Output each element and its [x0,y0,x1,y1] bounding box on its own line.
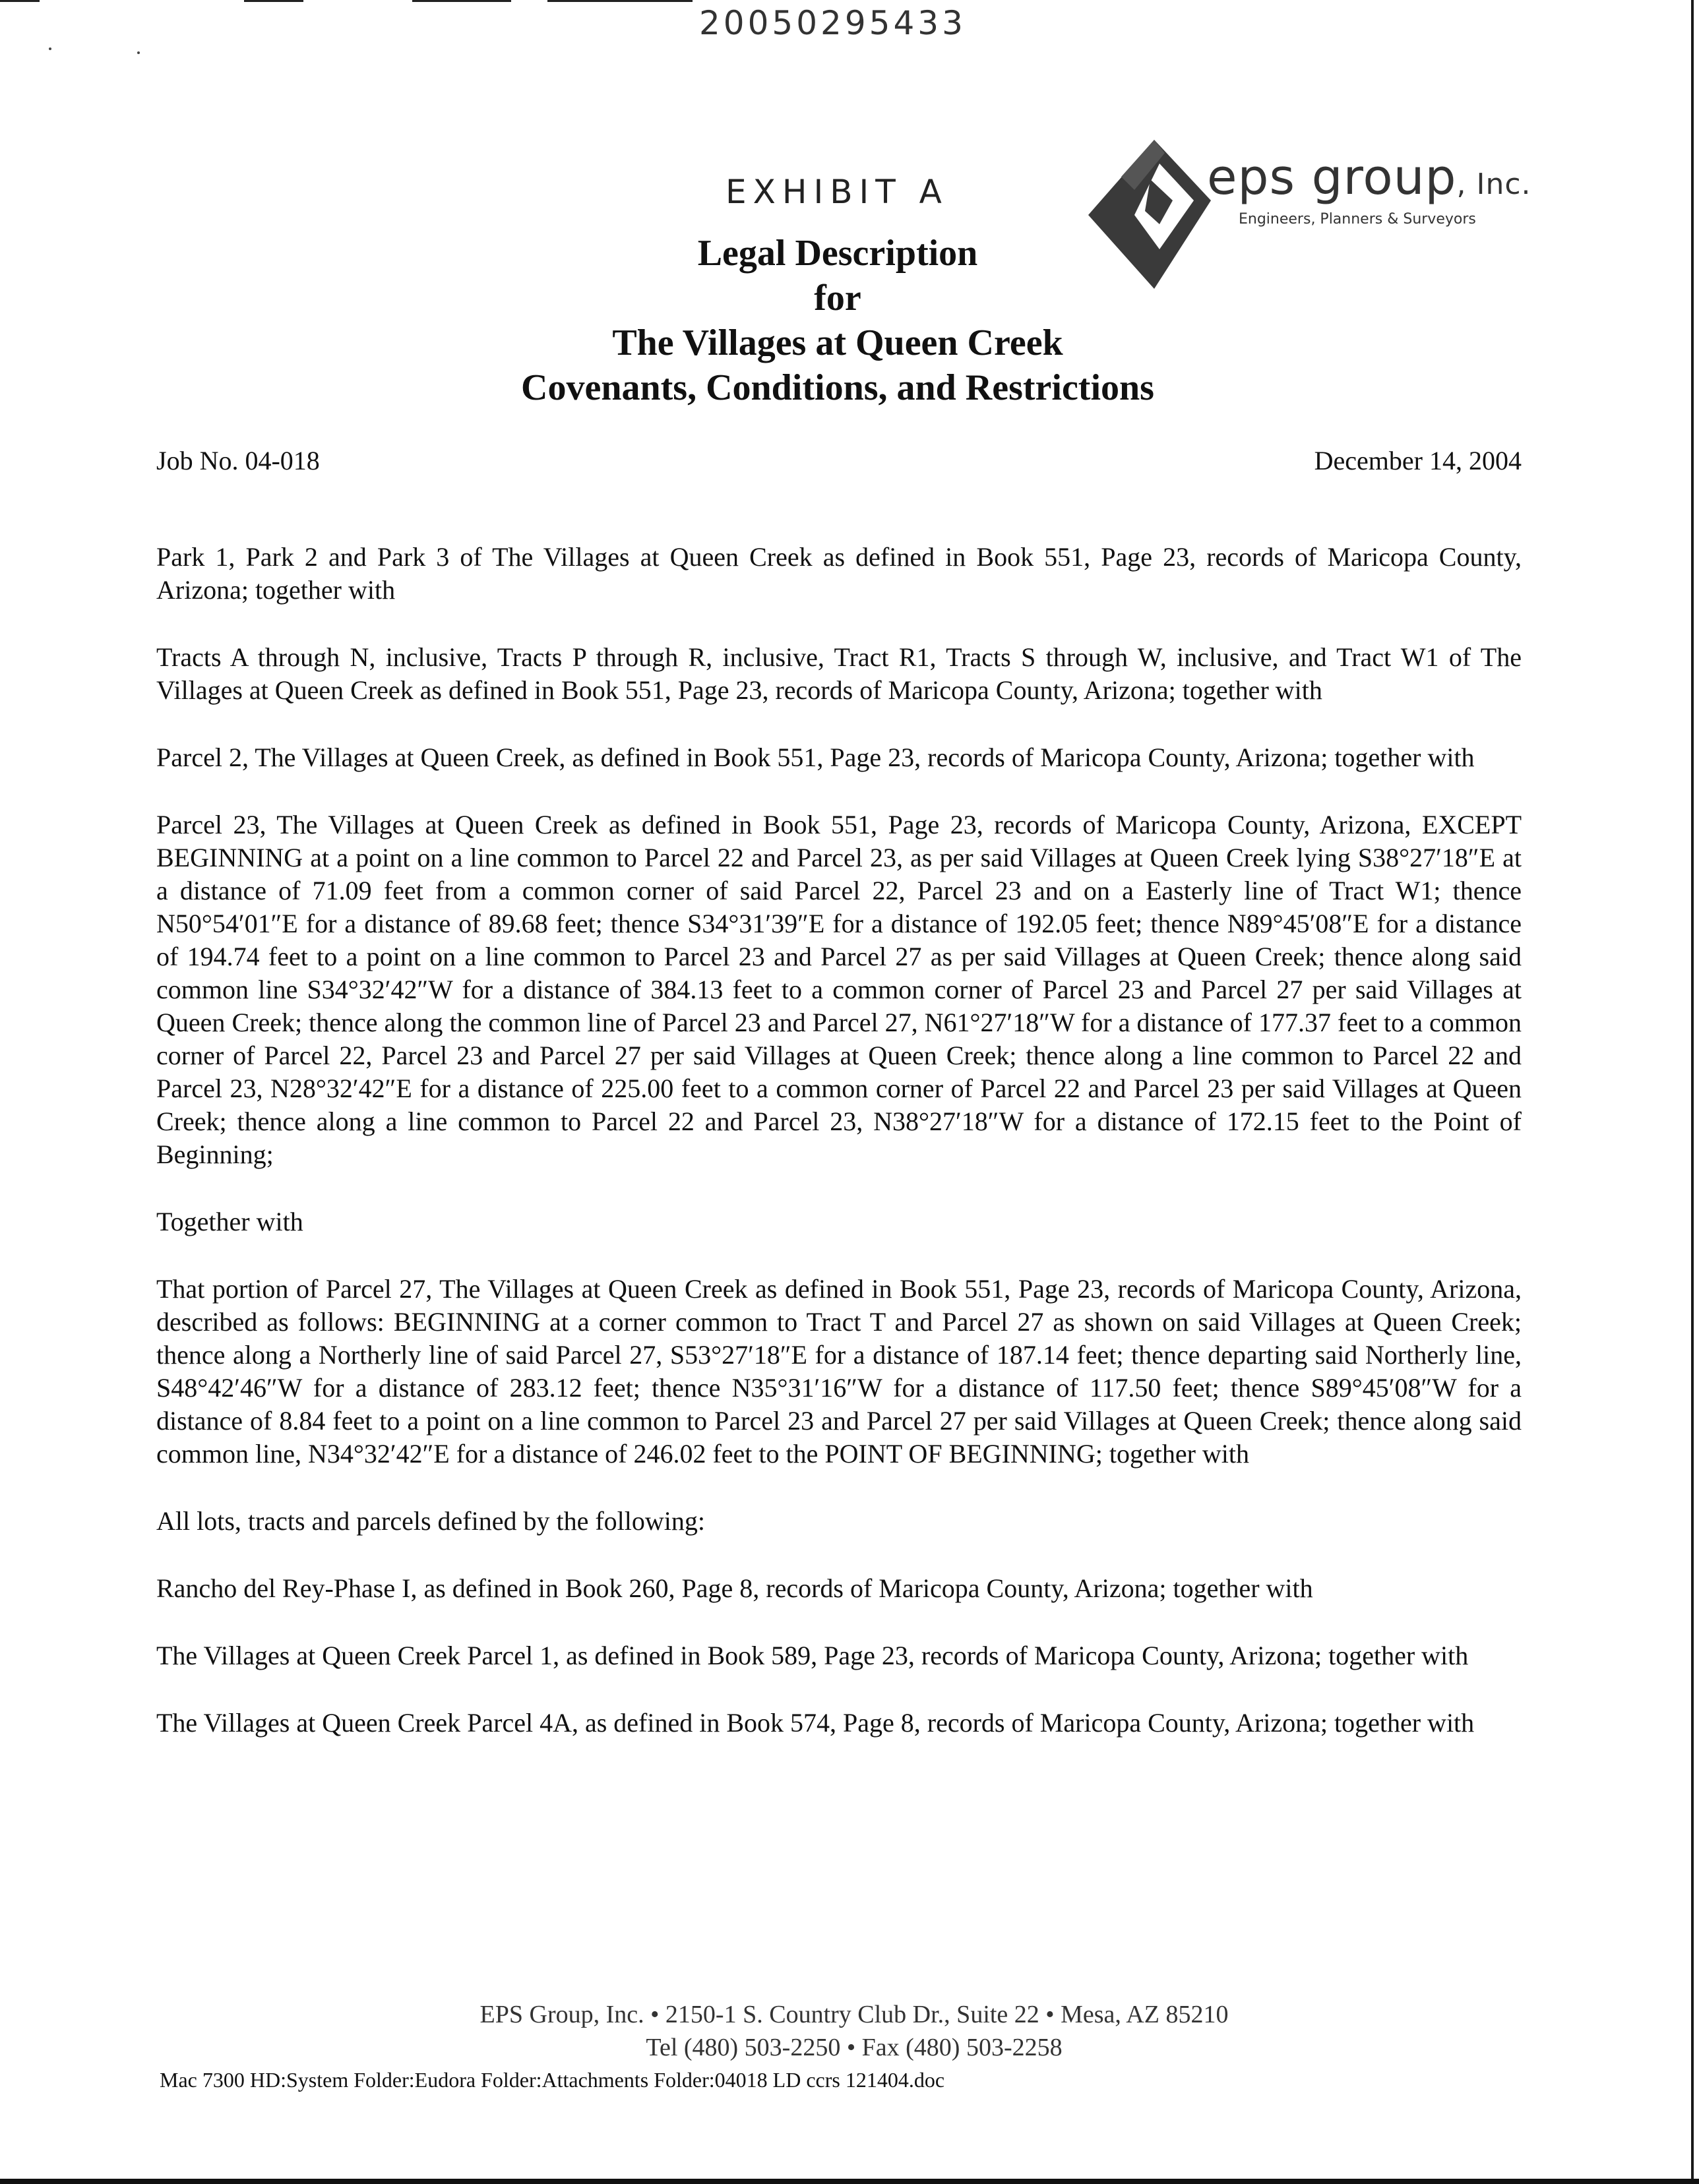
paragraph: The Villages at Queen Creek Parcel 1, as defined in Book 589, Page 23, records of Maricopa County, Arizona; together with [156,1641,1469,1670]
scan-speck [137,51,140,54]
scan-border [0,2179,1699,2184]
scan-speck [49,47,51,50]
meta-row [156,445,1522,476]
document-date: December 14, 2004 [1314,446,1522,475]
recording-number: 20050295433 [699,4,966,42]
job-number: Job No. 04-018 [156,446,320,475]
exhibit-label: EXHIBIT A [726,173,948,211]
title-line: for [814,278,861,318]
paragraph: All lots, tracts and parcels defined by the following: [156,1506,706,1536]
logo-name: eps group [1207,149,1457,206]
logo-tagline: Engineers, Planners & Surveyors [1239,211,1476,228]
paragraph: Tracts A through N, inclusive, Tracts P through R, inclusive, Tract R1, Tracts S through W, inclusive, and Tract W1 of The Villages at Queen Creek as defined in Book 551, Page 23, records of Maricopa County, Arizona; together with [156,642,1522,705]
paragraph: That portion of Parcel 27, The Villages at Queen Creek as defined in Book 551, Page 23, records of Maricopa County, Arizona, described as follows: BEGINNING at a corner common to Tract T and Parcel 27 as shown on said Villages at Queen Creek; thence along a Northerly line of said Parcel 27, S53°27′18″E for a distance of 187.14 feet; thence departing said Northerly line, S48°42′46″W for a distance of 283.12 feet; thence N35°31′16″W for a distance of 117.50 feet; thence S89°45′08″W for a distance of 8.84 feet to a point on a line common to Parcel 23 and Parcel 27 per said Villages at Queen Creek; thence along said common line, N34°32′42″E for a distance of 246.02 feet to the POINT OF BEGINNING; together with [156,1274,1522,1469]
logo-suffix: , Inc. [1456,167,1531,201]
document-title [369,231,1306,410]
title-line: Covenants, Conditions, and Restrictions [521,367,1154,408]
paragraph: Together with [156,1207,303,1236]
footer-phone-line: Tel (480) 503-2250 • Fax (480) 503-2258 [646,2034,1063,2061]
title-line: Legal Description [697,233,978,274]
logo-wordmark [1207,149,1531,206]
footer-address [310,1998,1398,2064]
paragraph: The Villages at Queen Creek Parcel 4A, as defined in Book 574, Page 8, records of Maricopa County, Arizona; together with [156,1708,1475,1738]
paragraph: Park 1, Park 2 and Park 3 of The Villages at Queen Creek as defined in Book 551, Page 23, records of Maricopa County, Arizona; together with [156,542,1522,605]
file-path: Mac 7300 HD:System Folder:Eudora Folder:Attachments Folder:04018 LD ccrs 121404.doc [160,2068,945,2092]
title-line: The Villages at Queen Creek [612,322,1063,363]
paragraph: Parcel 2, The Villages at Queen Creek, as defined in Book 551, Page 23, records of Maricopa County, Arizona; together with [156,743,1475,772]
footer-address-line: EPS Group, Inc. • 2150-1 S. Country Club Dr., Suite 22 • Mesa, AZ 85210 [479,2001,1229,2028]
paragraph: Rancho del Rey-Phase I, as defined in Book 260, Page 8, records of Maricopa County, Arizona; together with [156,1573,1313,1603]
scan-border [1691,0,1694,2184]
legal-description-body [156,541,1522,1774]
paragraph: Parcel 23, The Villages at Queen Creek as defined in Book 551, Page 23, records of Maricopa County, Arizona, EXCEPT BEGINNING at a point on a line common to Parcel 22 and Parcel 23, as per said Villages at Queen Creek lying S38°27′18″E at a distance of 71.09 feet from a common corner of said Parcel 22, Parcel 23 and on a Easterly line of Tract W1; thence N50°54′01″E for a distance of 89.68 feet; thence S34°31′39″E for a distance of 192.05 feet; thence N89°45′08″E for a distance of 194.74 feet to a point on a line common to Parcel 23 and Parcel 27 as per said Villages at Queen Creek; thence along said common line S34°32′42″W for a distance of 384.13 feet to a common corner of Parcel 23 and Parcel 27 per said Villages at Queen Creek; thence along the common line of Parcel 23 and Parcel 27, N61°27′18″W for a distance of 177.37 feet to a common corner of Parcel 22, Parcel 23 and Parcel 27 per said Villages at Queen Creek; thence along a line common to Parcel 22 and Parcel 23, N28°32′42″E for a distance of 225.00 feet to a common corner of Parcel 22 and Parcel 23 per said Villages at Queen Creek; thence along a line common to Parcel 22 and Parcel 23, N38°27′18″W for a distance of 172.15 feet to the Point of Beginning; [156,810,1522,1169]
